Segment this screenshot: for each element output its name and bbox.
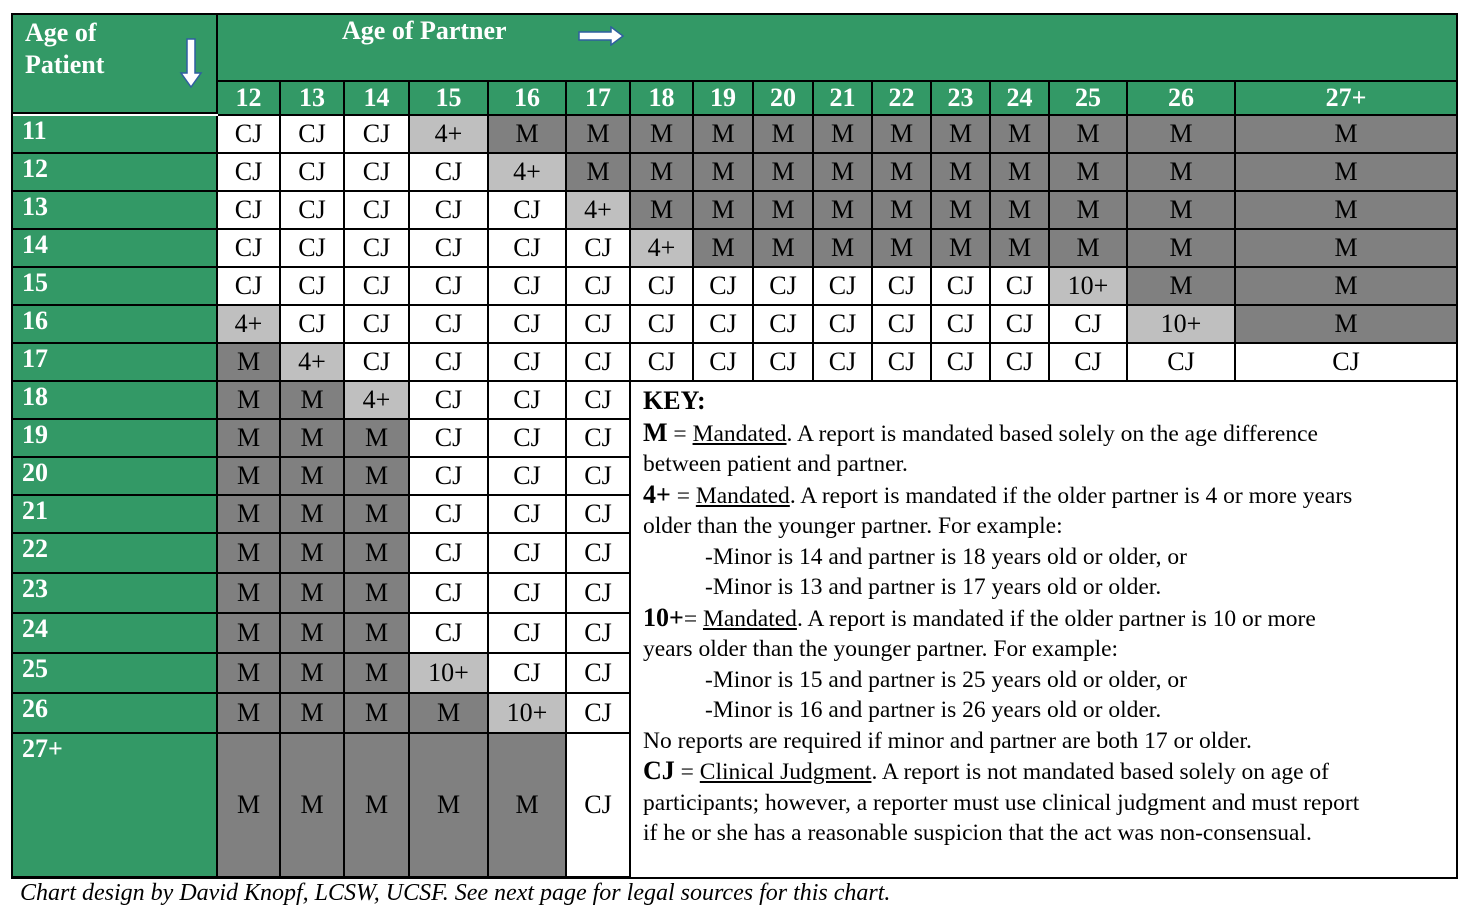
matrix-cell: M: [567, 116, 631, 154]
key-4plus-line2: older than the younger partner. For example:: [643, 513, 1063, 539]
matrix-cell: CJ: [489, 268, 567, 306]
matrix-cell: CJ: [489, 574, 567, 614]
matrix-cell: M: [1236, 306, 1458, 344]
column-header: 18: [631, 82, 694, 116]
matrix-cell: M: [1050, 192, 1128, 230]
matrix-cell: CJ: [489, 534, 567, 574]
matrix-cell: M: [694, 116, 754, 154]
matrix-cell: M: [345, 496, 410, 534]
key-10plus-example2: -Minor is 16 and partner is 26 years old or older.: [705, 697, 1162, 723]
matrix-cell: CJ: [410, 382, 489, 420]
matrix-cell: M: [281, 734, 345, 878]
matrix-cell: M: [932, 192, 991, 230]
matrix-cell: CJ: [567, 694, 631, 734]
matrix-cell: CJ: [489, 496, 567, 534]
matrix-cell: CJ: [345, 154, 410, 192]
matrix-cell: CJ: [218, 192, 281, 230]
matrix-cell: M: [218, 344, 281, 382]
matrix-cell: CJ: [991, 344, 1050, 382]
key-cj-term: Clinical Judgment: [699, 759, 872, 785]
matrix-cell: M: [1236, 192, 1458, 230]
matrix-cell: M: [218, 654, 281, 694]
matrix-cell: CJ: [410, 306, 489, 344]
matrix-cell: M: [694, 192, 754, 230]
matrix-cell: M: [567, 154, 631, 192]
matrix-cell: M: [345, 734, 410, 878]
matrix-cell: CJ: [489, 458, 567, 496]
matrix-cell: M: [345, 534, 410, 574]
matrix-cell: M: [218, 420, 281, 458]
matrix-cell: CJ: [567, 534, 631, 574]
row-header: 13: [11, 192, 218, 230]
matrix-cell: CJ: [991, 268, 1050, 306]
matrix-cell: CJ: [410, 420, 489, 458]
matrix-cell: M: [694, 154, 754, 192]
matrix-cell: CJ: [754, 306, 814, 344]
matrix-cell: M: [218, 574, 281, 614]
matrix-cell: M: [873, 192, 932, 230]
matrix-cell: CJ: [489, 306, 567, 344]
matrix-cell: M: [345, 420, 410, 458]
matrix-cell: CJ: [218, 268, 281, 306]
matrix-cell: CJ: [345, 268, 410, 306]
matrix-cell: CJ: [489, 420, 567, 458]
matrix-cell: 4+: [410, 116, 489, 154]
matrix-cell: CJ: [631, 344, 694, 382]
key-4plus-code: 4+: [643, 479, 671, 509]
matrix-cell: CJ: [345, 344, 410, 382]
matrix-cell: M: [991, 230, 1050, 268]
matrix-cell: M: [754, 192, 814, 230]
matrix-cell: M: [281, 614, 345, 654]
matrix-cell: M: [1236, 154, 1458, 192]
matrix-cell: CJ: [754, 268, 814, 306]
matrix-cell: M: [631, 116, 694, 154]
matrix-cell: M: [814, 154, 873, 192]
row-header: 18: [11, 382, 218, 420]
key-m-code: M: [643, 417, 668, 447]
matrix-cell: CJ: [489, 614, 567, 654]
matrix-cell: CJ: [489, 230, 567, 268]
row-header: 25: [11, 654, 218, 694]
matrix-cell: M: [1050, 230, 1128, 268]
matrix-cell: M: [631, 192, 694, 230]
matrix-cell: CJ: [814, 306, 873, 344]
matrix-cell: M: [754, 230, 814, 268]
matrix-cell: M: [1236, 116, 1458, 154]
key-10plus-line1: 10+= Mandated. A report is mandated if the older partner is 10 or more: [643, 602, 1316, 632]
matrix-cell: CJ: [567, 268, 631, 306]
matrix-cell: M: [754, 154, 814, 192]
matrix-cell: CJ: [567, 614, 631, 654]
key-cj-line3: if he or she has a reasonable suspicion that the act was non-consensual.: [643, 820, 1312, 846]
matrix-cell: M: [991, 116, 1050, 154]
row-header: 12: [11, 154, 218, 192]
matrix-cell: M: [814, 192, 873, 230]
matrix-cell: CJ: [1050, 306, 1128, 344]
matrix-cell: CJ: [932, 306, 991, 344]
row-header: 16: [11, 306, 218, 344]
matrix-cell: CJ: [991, 306, 1050, 344]
row-header: 15: [11, 268, 218, 306]
matrix-cell: CJ: [489, 344, 567, 382]
matrix-cell: 4+: [567, 192, 631, 230]
matrix-cell: CJ: [814, 268, 873, 306]
matrix-cell: M: [873, 116, 932, 154]
matrix-cell: M: [345, 574, 410, 614]
matrix-cell: M: [345, 694, 410, 734]
matrix-cell: CJ: [281, 192, 345, 230]
column-header: 19: [694, 82, 754, 116]
key-4plus-line1: 4+ = Mandated. A report is mandated if the older partner is 4 or more years: [643, 479, 1353, 509]
matrix-cell: M: [218, 496, 281, 534]
partner-age-title: Age of Partner: [342, 16, 507, 45]
key-m-line2: between patient and partner.: [643, 451, 908, 477]
patient-age-line2: Patient: [25, 50, 105, 79]
matrix-cell: CJ: [281, 306, 345, 344]
matrix-cell: 10+: [1128, 306, 1236, 344]
matrix-cell: CJ: [1050, 344, 1128, 382]
matrix-cell: M: [345, 654, 410, 694]
column-header: 13: [281, 82, 345, 116]
column-header: 17: [567, 82, 631, 116]
matrix-cell: M: [281, 534, 345, 574]
matrix-cell: CJ: [281, 116, 345, 154]
matrix-cell: M: [814, 230, 873, 268]
matrix-cell: CJ: [567, 306, 631, 344]
matrix-cell: CJ: [567, 344, 631, 382]
row-header: 20: [11, 458, 218, 496]
matrix-cell: CJ: [754, 344, 814, 382]
matrix-cell: CJ: [873, 306, 932, 344]
matrix-cell: M: [932, 116, 991, 154]
matrix-cell: M: [932, 230, 991, 268]
matrix-cell: M: [754, 116, 814, 154]
matrix-cell: M: [410, 694, 489, 734]
matrix-cell: CJ: [631, 306, 694, 344]
key-legend: [631, 382, 1457, 878]
matrix-cell: M: [1050, 116, 1128, 154]
matrix-cell: M: [281, 420, 345, 458]
matrix-cell: 10+: [489, 694, 567, 734]
row-header: 26: [11, 694, 218, 734]
matrix-cell: M: [1236, 268, 1458, 306]
row-header: 14: [11, 230, 218, 268]
matrix-cell: CJ: [1128, 344, 1236, 382]
matrix-cell: M: [1128, 116, 1236, 154]
column-header: 21: [814, 82, 873, 116]
column-header: 14: [345, 82, 410, 116]
matrix-cell: M: [489, 116, 567, 154]
matrix-cell: CJ: [814, 344, 873, 382]
row-header: 24: [11, 614, 218, 654]
patient-age-title: [25, 17, 175, 81]
matrix-cell: CJ: [567, 654, 631, 694]
row-header: 23: [11, 574, 218, 614]
matrix-cell: M: [345, 614, 410, 654]
matrix-cell: M: [1128, 192, 1236, 230]
column-header: 23: [932, 82, 991, 116]
matrix-cell: M: [1050, 154, 1128, 192]
column-header: 20: [754, 82, 814, 116]
key-m-line1: M = Mandated. A report is mandated based solely on the age difference: [643, 417, 1318, 447]
key-title: KEY:: [643, 386, 706, 415]
matrix-cell: CJ: [281, 154, 345, 192]
matrix-cell: CJ: [410, 574, 489, 614]
matrix-cell: CJ: [489, 382, 567, 420]
matrix-cell: CJ: [345, 116, 410, 154]
patient-age-header: [11, 13, 218, 114]
matrix-cell: M: [281, 382, 345, 420]
matrix-cell: CJ: [567, 230, 631, 268]
key-cj-code: CJ: [643, 756, 675, 785]
row-header: 11: [11, 116, 218, 154]
matrix-cell: M: [489, 734, 567, 878]
column-header: 25: [1050, 82, 1128, 116]
key-no-report: No reports are required if minor and partner are both 17 or older.: [643, 727, 1252, 754]
matrix-cell: CJ: [489, 654, 567, 694]
key-cj-line2: participants; however, a reporter must use clinical judgment and must report: [643, 789, 1360, 816]
matrix-cell: CJ: [567, 458, 631, 496]
patient-age-line1: Age of: [25, 18, 97, 47]
column-header: 15: [410, 82, 489, 116]
matrix-cell: CJ: [1236, 344, 1458, 382]
key-4plus-example1: -Minor is 14 and partner is 18 years old or older, or: [705, 543, 1188, 570]
matrix-cell: M: [1128, 154, 1236, 192]
matrix-cell: CJ: [410, 268, 489, 306]
matrix-cell: CJ: [345, 306, 410, 344]
down-arrow-icon: [179, 37, 203, 89]
row-header: 17: [11, 344, 218, 382]
matrix-cell: M: [873, 230, 932, 268]
matrix-cell: M: [345, 458, 410, 496]
row-header: 19: [11, 420, 218, 458]
matrix-cell: 4+: [345, 382, 410, 420]
matrix-cell: M: [281, 654, 345, 694]
matrix-cell: CJ: [694, 306, 754, 344]
matrix-cell: 4+: [489, 154, 567, 192]
matrix-cell: CJ: [410, 534, 489, 574]
matrix-cell: CJ: [932, 268, 991, 306]
matrix-cell: 4+: [218, 306, 281, 344]
key-10plus-code: 10+: [643, 602, 684, 632]
matrix-cell: CJ: [873, 344, 932, 382]
key-10plus-line2: years older than the younger partner. For example:: [643, 636, 1119, 662]
matrix-cell: CJ: [410, 230, 489, 268]
matrix-cell: CJ: [932, 344, 991, 382]
column-header: 22: [873, 82, 932, 116]
matrix-cell: M: [1236, 230, 1458, 268]
matrix-cell: M: [694, 230, 754, 268]
column-header: 16: [489, 82, 567, 116]
matrix-cell: CJ: [410, 344, 489, 382]
matrix-cell: M: [218, 614, 281, 654]
matrix-cell: CJ: [694, 344, 754, 382]
key-cj-line1: CJ = Clinical Judgment. A report is not mandated based solely on age of: [643, 756, 1329, 785]
matrix-cell: M: [410, 734, 489, 878]
matrix-cell: CJ: [410, 496, 489, 534]
matrix-cell: CJ: [567, 574, 631, 614]
key-10plus-example1: -Minor is 15 and partner is 25 years old or older, or: [705, 666, 1188, 693]
matrix-cell: M: [218, 734, 281, 878]
matrix-cell: M: [218, 458, 281, 496]
matrix-cell: M: [873, 154, 932, 192]
matrix-cell: M: [281, 458, 345, 496]
matrix-cell: 4+: [281, 344, 345, 382]
matrix-cell: CJ: [410, 154, 489, 192]
matrix-cell: CJ: [218, 116, 281, 154]
matrix-cell: 10+: [1050, 268, 1128, 306]
matrix-cell: M: [218, 534, 281, 574]
key-m-term: Mandated: [692, 420, 787, 447]
column-header: 12: [218, 82, 281, 116]
row-header: 27+: [11, 734, 218, 878]
matrix-cell: M: [281, 574, 345, 614]
matrix-cell: M: [631, 154, 694, 192]
matrix-cell: CJ: [567, 734, 631, 878]
matrix-cell: M: [991, 192, 1050, 230]
matrix-cell: M: [218, 382, 281, 420]
matrix-cell: M: [281, 694, 345, 734]
column-header: 26: [1128, 82, 1236, 116]
key-4plus-term: Mandated: [695, 482, 790, 509]
matrix-cell: CJ: [410, 458, 489, 496]
matrix-cell: M: [1128, 230, 1236, 268]
matrix-cell: 4+: [631, 230, 694, 268]
matrix-cell: CJ: [694, 268, 754, 306]
chart-credit: Chart design by David Knopf, LCSW, UCSF. See next page for legal sources for this chart.: [20, 880, 891, 906]
matrix-cell: CJ: [410, 192, 489, 230]
matrix-cell: CJ: [489, 192, 567, 230]
key-10plus-term: Mandated: [702, 605, 797, 632]
matrix-cell: CJ: [873, 268, 932, 306]
matrix-cell: M: [218, 694, 281, 734]
matrix-cell: CJ: [631, 268, 694, 306]
row-header: 21: [11, 496, 218, 534]
matrix-cell: CJ: [567, 382, 631, 420]
matrix-cell: M: [932, 154, 991, 192]
matrix-cell: CJ: [345, 230, 410, 268]
matrix-cell: CJ: [567, 496, 631, 534]
matrix-cell: M: [814, 116, 873, 154]
column-header: 27+: [1236, 82, 1458, 116]
key-4plus-example2: -Minor is 13 and partner is 17 years old or older.: [705, 574, 1162, 600]
matrix-cell: CJ: [345, 192, 410, 230]
column-header: 24: [991, 82, 1050, 116]
matrix-cell: M: [281, 496, 345, 534]
row-header: 22: [11, 534, 218, 574]
matrix-cell: 10+: [410, 654, 489, 694]
matrix-cell: CJ: [410, 614, 489, 654]
right-arrow-icon: [577, 26, 625, 46]
matrix-cell: M: [1128, 268, 1236, 306]
matrix-cell: CJ: [567, 420, 631, 458]
matrix-cell: M: [991, 154, 1050, 192]
matrix-cell: CJ: [281, 230, 345, 268]
matrix-cell: CJ: [218, 154, 281, 192]
matrix-cell: CJ: [218, 230, 281, 268]
matrix-cell: CJ: [281, 268, 345, 306]
